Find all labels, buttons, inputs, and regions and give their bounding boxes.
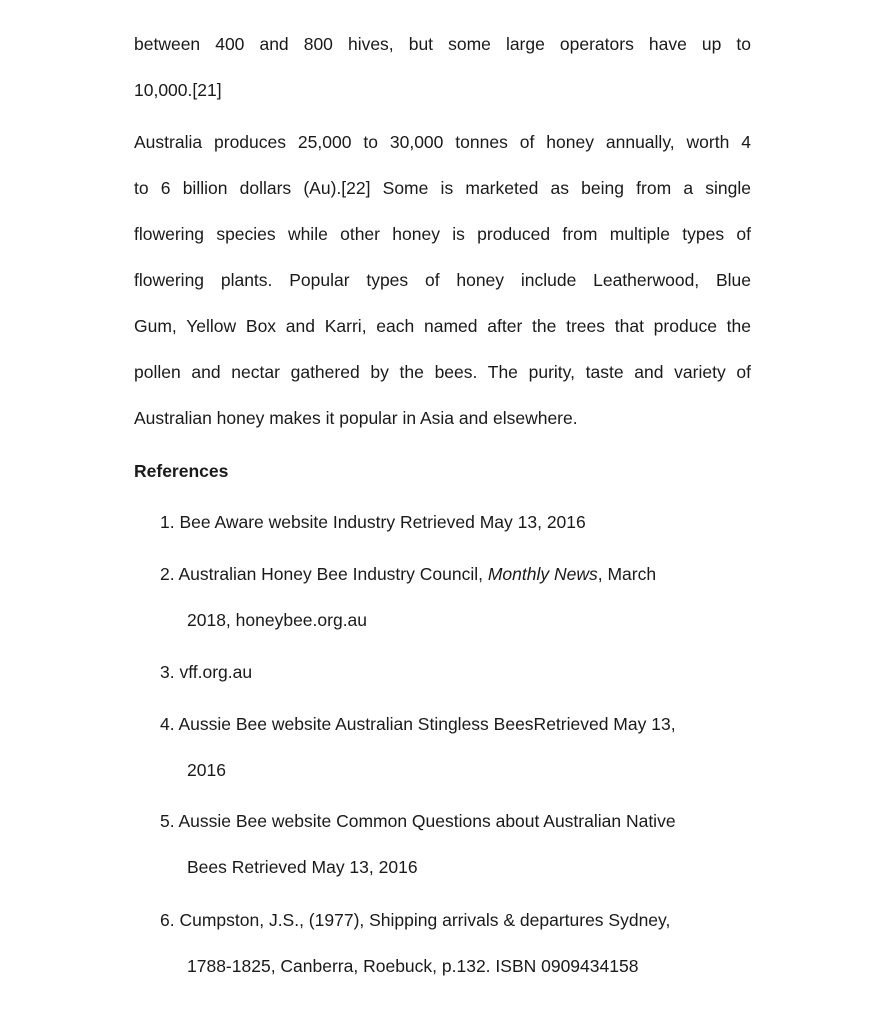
references-heading: References: [134, 461, 229, 481]
reference-item-4: [160, 701, 676, 793]
reference-text-continued: 2018, honeybee.org.au: [187, 610, 368, 630]
reference-text-continued: Bees Retrieved May 13, 2016: [187, 857, 418, 877]
text-line: to 6 billion dollars (Au).[22] Some is marketed as being from a single: [134, 178, 751, 198]
reference-item-6: [160, 897, 670, 989]
paragraph-honey-production: [134, 119, 751, 441]
reference-text: 5. Aussie Bee website Common Questions about Australian Native: [160, 811, 676, 831]
text-line: Australian honey makes it popular in Asia and elsewhere.: [134, 408, 578, 428]
text-line: Gum, Yellow Box and Karri, each named after the trees that produce the: [134, 316, 751, 336]
text-line: between 400 and 800 hives, but some large operators have up to: [134, 34, 751, 54]
reference-text-part: 2. Australian Honey Bee Industry Council,: [160, 564, 488, 584]
text-line: 10,000.[21]: [134, 80, 222, 100]
reference-text-part: , March: [597, 564, 657, 584]
reference-text-continued: 1788-1825, Canberra, Roebuck, p.132. ISBN 0909434158: [187, 956, 639, 976]
text-line: flowering plants. Popular types of honey include Leatherwood, Blue: [134, 270, 751, 290]
reference-item-3: [160, 649, 252, 695]
text-line: Australia produces 25,000 to 30,000 tonnes of honey annually, worth 4: [134, 132, 751, 152]
reference-text-continued: 2016: [187, 760, 226, 780]
reference-text: 3. vff.org.au: [160, 662, 253, 682]
text-line: flowering species while other honey is produced from multiple types of: [134, 224, 751, 244]
reference-item-2: [160, 551, 656, 643]
reference-text: 6. Cumpston, J.S., (1977), Shipping arrivals & departures Sydney,: [160, 910, 671, 930]
reference-text: 4. Aussie Bee website Australian Stingless BeesRetrieved May 13,: [160, 714, 676, 734]
publication-title: Monthly News: [487, 564, 598, 584]
reference-text: [160, 551, 656, 597]
paragraph-hives: [134, 21, 751, 113]
reference-item-5: [160, 798, 676, 890]
text-line: pollen and nectar gathered by the bees. The purity, taste and variety of: [134, 362, 751, 382]
reference-item-1: [160, 499, 586, 545]
reference-text: 1. Bee Aware website Industry Retrieved May 13, 2016: [160, 512, 586, 532]
